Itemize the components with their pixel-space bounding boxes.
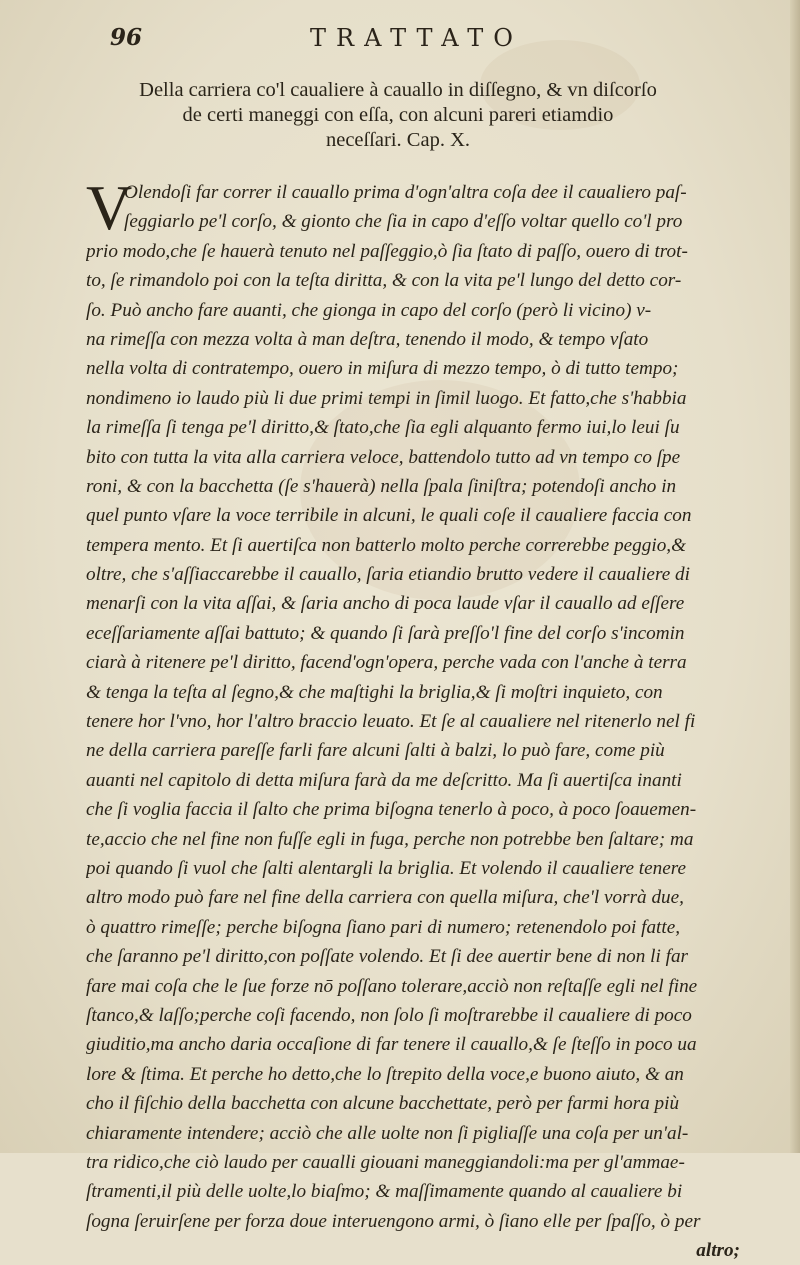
text-line: prio modo,che ſe hauerà tenuto nel paſſeggio,ò ſia ſtato di paſſo, ouero di trot- xyxy=(86,240,688,262)
text-line: che ſaranno pe'l diritto,con poſſate volendo. Et ſi dee auertir bene di non li far xyxy=(86,946,689,968)
text-line: nella volta di contratempo, ouero in miſura di mezzo tempo, ò di tutto tempo; xyxy=(86,358,679,380)
text-line: ciarà à ritenere pe'l diritto, facend'ogn'opera, perche vada con l'anche à terra xyxy=(86,652,687,674)
text-line: ò quattro rimeſſe; perche biſogna ſiano pari di numero; retenendolo poi fatte, xyxy=(86,916,681,938)
text-line: altro modo può fare nel fine della carriera con quella miſura, che'l vorrà due, xyxy=(86,887,684,909)
text-line: tenere hor l'vno, hor l'altro braccio leuato. Et ſe al caualiere nel ritenerlo nel fi xyxy=(86,711,696,733)
text-line: tra ridico,che ciò laudo per caualli giouani maneggiandoli:ma per gl'ammae- xyxy=(86,1151,685,1173)
text-line: & tenga la teſta al ſegno,& che maſtighi la briglia,& ſi moſtri inquieto, con xyxy=(86,681,663,703)
page-header xyxy=(110,24,750,58)
text-line: to, ſe rimandolo poi con la teſta diritta, & con la vita pe'l lungo del detto cor- xyxy=(86,270,682,292)
text-line: ſogna ſeruirſene per forza doue interuengono armi, ò ſiano elle per ſpaſſo, ò per xyxy=(86,1210,701,1232)
heading-line: Della carriera co'l caualiere à cauallo in diſſegno, & vn diſcorſo xyxy=(139,79,657,101)
text-line: oltre, che s'aſſiaccarebbe il cauallo, ſaria etiandio brutto vedere il caualiere di xyxy=(86,564,690,586)
body-text xyxy=(86,172,752,1265)
page-edge xyxy=(790,0,800,1153)
text-line: tempera mento. Et ſi auertiſca non batterlo molto perche correrebbe peggio,& xyxy=(86,534,687,556)
text-line: giuditio,ma ancho daria occaſione di far tenere il cauallo,& ſe ſteſſo in poco ua xyxy=(86,1034,697,1056)
text-line: chiaramente intendere; acciò che alle uolte non ſi pigliaſſe una coſa per un'al- xyxy=(86,1122,689,1144)
text-line: quel punto vſare la voce terribile in alcuni, le quali coſe il caualiere faccia con xyxy=(86,505,692,527)
running-head: TRATTATO xyxy=(310,24,523,52)
text-line: roni, & con la bacchetta (ſe s'hauerà) nella ſpala ſiniſtra; potendoſi ancho in xyxy=(86,475,677,497)
text-line: che ſi voglia faccia il ſalto che prima biſogna tenerlo à poco, à poco ſoauemen- xyxy=(86,799,697,821)
text-line: nondimeno io laudo più li due primi tempi in ſimil luogo. Et fatto,che s'habbia xyxy=(86,387,687,409)
page-number: 96 xyxy=(110,24,143,51)
chapter-heading xyxy=(118,78,678,153)
text-line: ſtramenti,il più delle uolte,lo biaſmo; & maſſimamente quando al caualiere bi xyxy=(86,1181,683,1203)
text-line: la rimeſſa ſi tenga pe'l diritto,& ſtato,che ſia egli alquanto fermo iui,lo leui ſu xyxy=(86,417,680,439)
text-line: lore & ſtima. Et perche ho detto,che lo ſtrepito della voce,e buono aiuto, & an xyxy=(86,1063,684,1085)
drop-cap: V xyxy=(86,172,133,243)
heading-line: de certi maneggi con eſſa, con alcuni pareri etiamdio xyxy=(182,104,614,126)
text-line: menarſi con la vita aſſai, & ſaria ancho di poca laude vſar il cauallo ad eſſere xyxy=(86,593,685,615)
text-line: Olendoſi far correr il cauallo prima d'ogn'altra coſa dee il caualiero paſ- xyxy=(124,182,687,203)
text-line: bito con tutta la vita alla carriera veloce, battendolo tutto ad vn tempo co ſpe xyxy=(86,446,681,468)
text-line: eceſſariamente aſſai battuto; & quando ſi ſarà preſſo'l fine del corſo s'incomin xyxy=(86,622,685,644)
text-line: cho il fiſchio della bacchetta con alcune bacchettate, però per farmi hora più xyxy=(86,1093,680,1115)
catchword: altro; xyxy=(696,1240,740,1262)
text-line: auanti nel capitolo di detta miſura farà da me deſcritto. Ma ſi auertiſca inanti xyxy=(86,769,682,791)
text-line: ne della carriera pareſſe farli fare alcuni ſalti à balzi, lo può fare, come più xyxy=(86,740,665,762)
text-line: ſeggiarlo pe'l corſo, & gionto che ſia in capo d'eſſo voltar quello co'l pro xyxy=(124,211,683,233)
text-line: ſtanco,& laſſo;perche coſi facendo, non ſolo ſi moſtrarebbe il caualiere di poco xyxy=(86,1004,692,1026)
text-line: ſo. Può ancho fare auanti, che gionga in capo del corſo (però li vicino) v- xyxy=(86,299,652,321)
text-line: na rimeſſa con mezza volta à man deſtra, tenendo il modo, & tempo vſato xyxy=(86,328,649,350)
text-line: fare mai coſa che le ſue forze nō poſſano tolerare,acciò non reſtaſſe egli nel fine xyxy=(86,975,698,997)
heading-line: neceſſari. Cap. X. xyxy=(325,129,470,151)
text-line: te,accio che nel fine non fuſſe egli in fuga, perche non potrebbe ben ſaltare; ma xyxy=(86,828,694,850)
text-line: poi quando ſi vuol che ſalti alentargli la briglia. Et volendo il caualiere tenere xyxy=(86,857,687,879)
